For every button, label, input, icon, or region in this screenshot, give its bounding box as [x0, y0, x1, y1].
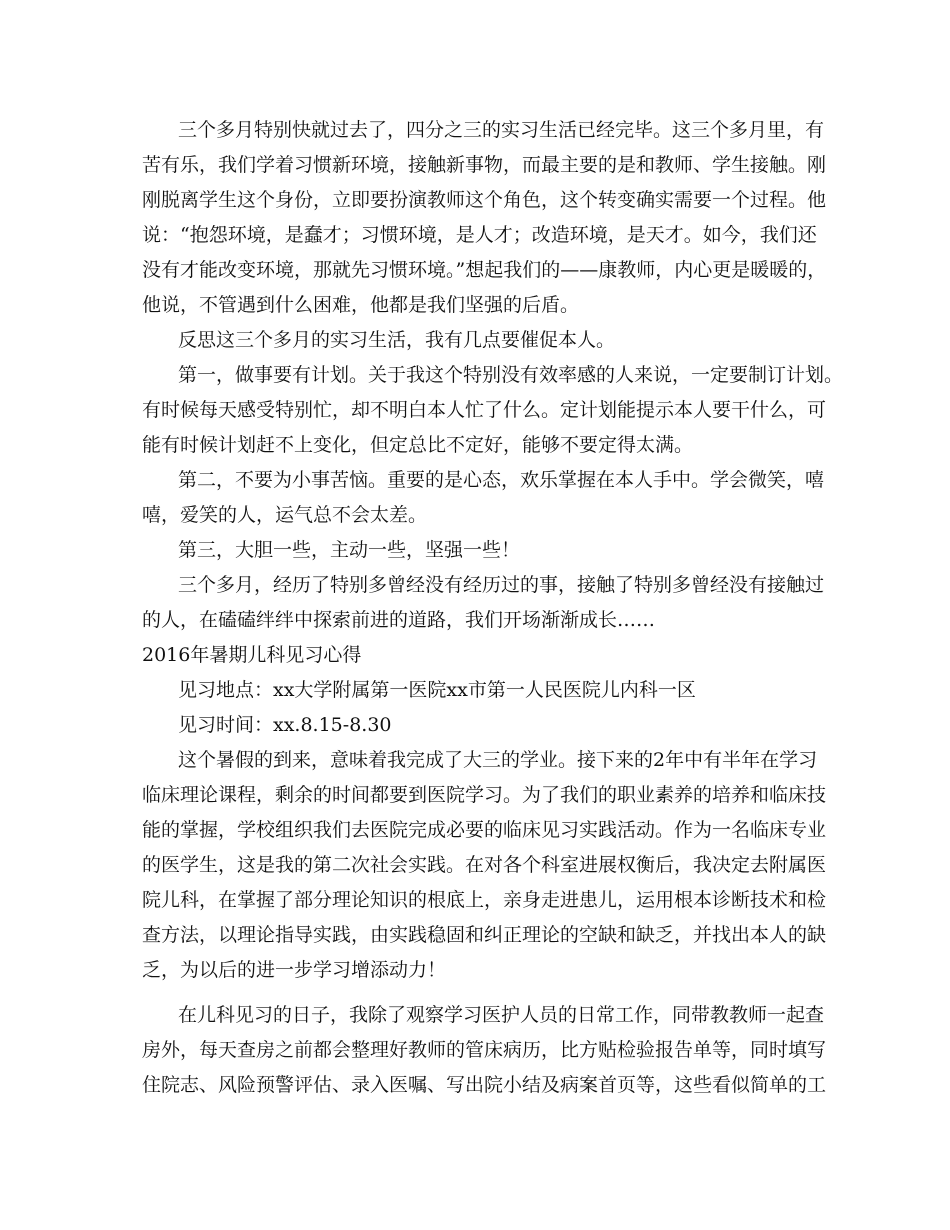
paragraph-line: 院儿科，在掌握了部分理论知识的根底上，亲身走进患儿，运用根本诊断技术和检 [142, 889, 827, 911]
paragraph-line: 在儿科见习的日子，我除了观察学习医护人员的日常工作，同带教教师一起查 [178, 1004, 825, 1026]
paragraph-line: 查方法，以理论指导实践，由实践稳固和纠正理论的空缺和缺乏，并找出本人的缺 [142, 924, 827, 946]
paragraph-line: 住院志、风险预警评估、录入医嘱、写出院小结及病案首页等，这些看似简单的工 [142, 1074, 827, 1096]
paragraph-line: 房外，每天查房之前都会整理好教师的管床病历，比方贴检验报告单等，同时填写 [142, 1039, 827, 1061]
paragraph-line: 三个多月特别快就过去了，四分之三的实习生活已经完毕。这三个多月里，有 [178, 119, 825, 141]
section-title: 2016年暑期儿科见习心得 [142, 644, 362, 666]
paragraph-line: 能的掌握，学校组织我们去医院完成必要的临床见习实践活动。作为一名临床专业 [142, 819, 827, 841]
paragraph-line: 乏，为以后的进一步学习增添动力！ [142, 959, 447, 981]
paragraph-line: 说：“抱怨环境，是蠢才；习惯环境，是人才；改造环境，是天才。如今，我们还 [142, 224, 817, 246]
paragraph-line: 反思这三个多月的实习生活，我有几点要催促本人。 [178, 329, 616, 351]
paragraph-line: 这个暑假的到来，意味着我完成了大三的学业。接下来的2年中有半年在学习 [178, 749, 818, 771]
paragraph-line: 的医学生，这是我的第二次社会实践。在对各个科室进展权衡后，我决定去附属医 [142, 854, 827, 876]
paragraph-line: 临床理论课程，剩余的时间都要到医院学习。为了我们的职业素养的培养和临床技 [142, 784, 827, 806]
paragraph-line: 他说，不管遇到什么困难，他都是我们坚强的后盾。 [142, 294, 580, 316]
paragraph-line: 见习时间：xx.8.15-8.30 [178, 714, 392, 736]
paragraph-line: 三个多月，经历了特别多曾经没有经历过的事，接触了特别多曾经没有接触过 [178, 574, 825, 596]
paragraph-line: 苦有乐，我们学着习惯新环境，接触新事物，而最主要的是和教师、学生接触。刚 [142, 154, 827, 176]
paragraph-line: 的人，在磕磕绊绊中探索前进的道路，我们开场渐渐成长…… [142, 609, 656, 631]
paragraph-line: 第一，做事要有计划。关于我这个特别没有效率感的人来说，一定要制订计划。 [178, 364, 844, 386]
paragraph-line: 第三，大胆一些，主动一些，坚强一些！ [178, 539, 521, 561]
paragraph-line: 第二，不要为小事苦恼。重要的是心态，欢乐掌握在本人手中。学会微笑，嘻 [178, 469, 825, 491]
paragraph-line: 刚脱离学生这个身份，立即要扮演教师这个角色，这个转变确实需要一个过程。他 [142, 189, 827, 211]
paragraph-line: 嘻，爱笑的人，运气总不会太差。 [142, 504, 428, 526]
paragraph-line: 有时候每天感受特别忙，却不明白本人忙了什么。定计划能提示本人要干什么，可 [142, 399, 827, 421]
paragraph-line: 能有时候计划赶不上变化，但定总比不定好，能够不要定得太满。 [142, 434, 694, 456]
paragraph-line: 见习地点：xx大学附属第一医院xx市第一人民医院儿内科一区 [178, 679, 696, 701]
paragraph-line: 没有才能改变环境，那就先习惯环境。”想起我们的——康教师，内心更是暖暖的， [142, 259, 827, 281]
